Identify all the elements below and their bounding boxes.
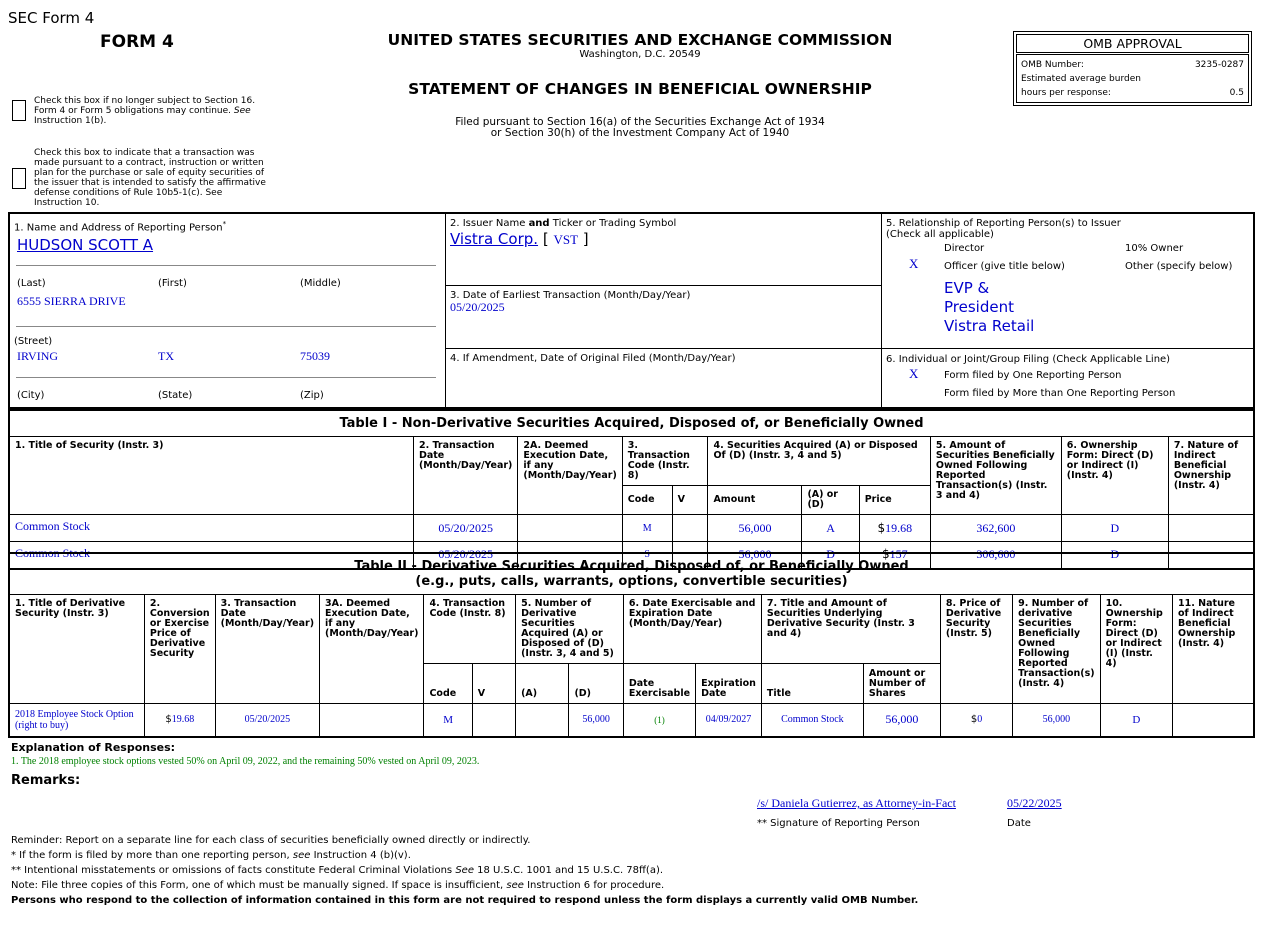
date-label: Date bbox=[1007, 818, 1031, 829]
omb-details: OMB Number: 3235-0287 Estimated average burden hours per response: 0.5 bbox=[1016, 54, 1249, 103]
omb-hours: 0.5 bbox=[1229, 88, 1244, 98]
ticker-symbol: VST bbox=[553, 232, 579, 247]
earliest-date-value: 05/20/2025 bbox=[450, 300, 505, 314]
filing-check-mark: X bbox=[909, 366, 919, 381]
officer-title: EVP & President Vistra Retail bbox=[944, 279, 1035, 335]
filed-pursuant: Filed pursuant to Section 16(a) of the Securities Exchange Act of 1934 or Section 30(h) of the Investment Company Act of 1940 bbox=[455, 116, 825, 139]
zip-value: 75039 bbox=[300, 349, 330, 363]
table-1-title: Table I - Non-Derivative Securities Acquired, Disposed of, or Beneficially Owned bbox=[9, 410, 1254, 437]
amendment-label: 4. If Amendment, Date of Original Filed (Month/Day/Year) bbox=[450, 353, 736, 364]
sec-form-label: SEC Form 4 bbox=[8, 9, 95, 27]
table-row: Common Stock 05/20/2025 S 56,000 D $157 306,600 D bbox=[9, 542, 1254, 569]
filing-label: 6. Individual or Joint/Group Filing (Check Applicable Line) bbox=[886, 354, 1171, 365]
section16-text: Check this box if no longer subject to Section 16. Form 4 or Form 5 obligations may continue. See Instruction 1(b). bbox=[34, 96, 256, 126]
earliest-date-label: 3. Date of Earliest Transaction (Month/Day/Year) bbox=[450, 290, 691, 301]
section16-checkbox[interactable] bbox=[12, 100, 26, 121]
rule10b5-text: Check this box to indicate that a transaction was made pursuant to a contract, instruction or written plan for the purchase or sale of equity securities of the issuer that is intended to satisfy the affirmative defense conditions of Rule 10b5-1(c). See Instruction 10. bbox=[34, 148, 266, 208]
footnote-1: 1. The 2018 employee stock options vested 50% on April 09, 2022, and the remaining 50% vested on April 09, 2023. bbox=[11, 756, 480, 767]
table-row: Common Stock 05/20/2025 M 56,000 A $19.68 362,600 D bbox=[9, 515, 1254, 542]
rule10b5-checkbox[interactable] bbox=[12, 168, 26, 189]
agency-name: UNITED STATES SECURITIES AND EXCHANGE COMMISSION bbox=[387, 31, 893, 49]
relationship-label: 5. Relationship of Reporting Person(s) to Issuer (Check all applicable) bbox=[886, 218, 1121, 240]
state-value: TX bbox=[158, 349, 174, 363]
instructions: Reminder: Report on a separate line for each class of securities beneficially owned directly or indirectly. * If the form is filed by more than one reporting person, see Instruction 4 (b)(v). ** Intentional misstatements or omissions of facts constitute Federal Criminal Violations See 18 U.S.C. 1001 and 15 U.S.C. 78ff(a). Note: File three copies of this Form, one of which must be manually signed. If space is insufficient, see Instruction 6 for procedure. Persons who respond to the collection of information contained in this form are not required to respond unless the form displays a currently valid OMB Number. bbox=[11, 835, 919, 906]
officer-check-mark: X bbox=[909, 256, 919, 271]
signature-label: ** Signature of Reporting Person bbox=[757, 818, 920, 829]
table-2: Table II - Derivative Securities Acquired, Disposed of, or Beneficially Owned (e.g., puts, calls, warrants, options, convertible securities) 1. Title of Derivative Security (Instr. 3) 2. Conversion or Exercise Price of Derivative Security 3. Transaction Date (Month/Day/Year) 3A. Deemed Execution Date, if any (Month/Day/Year) 4. Transaction Code (Instr. 8) 5. Number of Derivative Securities Acquired (A) or Disposed of (D) (Instr. 3, 4 and 5) 6. Date Exercisable and Expiration Date (Month/Day/Year) 7. Title and Amount of Securities Underlying Derivative Security (Instr. 3 and 4) 8. Price of Derivative Security (Instr. 5) 9. Number of derivative Securities Beneficially Owned Following Reported Transaction(s) (Instr. 4) 10. Ownership Form: Direct (D) or Indirect (I) (Instr. 4) 11. Nature of Indirect Beneficial Ownership (Instr. 4) Code V (A) (D) Date Exercisable Expiration Date Title Amount or Number of Shares 2018 Employee Stock Option (right to buy) $19.68 05/20/2025 M 56,000 (1) 04/09/2027 Common Stock 56,000 $0 56,000 D bbox=[8, 552, 1255, 738]
issuer-line: Vistra Corp. [ VST ] bbox=[450, 230, 589, 248]
omb-title: OMB APPROVAL bbox=[1016, 34, 1249, 53]
reporting-person-name[interactable]: HUDSON SCOTT A bbox=[17, 236, 154, 254]
table-row: 2018 Employee Stock Option (right to buy) $19.68 05/20/2025 M 56,000 (1) 04/09/2027 Common Stock 56,000 $0 56,000 D bbox=[9, 704, 1254, 737]
footnote-ref: (1) bbox=[623, 704, 695, 737]
explanation-label: Explanation of Responses: bbox=[11, 741, 176, 754]
page-title: STATEMENT OF CHANGES IN BENEFICIAL OWNERSHIP bbox=[408, 80, 872, 98]
signature[interactable]: /s/ Daniela Gutierrez, as Attorney-in-Fact bbox=[757, 796, 956, 810]
table-2-title: Table II - Derivative Securities Acquired, Disposed of, or Beneficially Owned (e.g., puts, calls, warrants, options, convertible securities) bbox=[9, 553, 1254, 595]
issuer-label: 2. Issuer Name and Ticker or Trading Symbol bbox=[450, 218, 677, 229]
remarks-label: Remarks: bbox=[11, 773, 81, 788]
city-value: IRVING bbox=[17, 349, 59, 363]
omb-approval-box bbox=[1013, 31, 1252, 106]
reporting-person-label: 1. Name and Address of Reporting Person* bbox=[14, 220, 227, 234]
table-1: Table I - Non-Derivative Securities Acquired, Disposed of, or Beneficially Owned 1. Title of Security (Instr. 3) 2. Transaction Date (Month/Day/Year) 2A. Deemed Execution Date, if any (Month/Day/Year) 3. Transaction Code (Instr. 8) 4. Securities Acquired (A) or Disposed Of (D) (Instr. 3, 4 and 5) 5. Amount of Securities Beneficially Owned Following Reported Transaction(s) (Instr. 3 and 4) 6. Ownership Form: Direct (D) or Indirect (I) (Instr. 4) 7. Nature of Indirect Beneficial Ownership (Instr. 4) Code V Amount (A) or (D) Price Common Stock 05/20/2025 M 56,000 A $19.68 362,600 D Common Stock 05/20/2025 S 56,000 D $157 306,600 D bbox=[8, 409, 1255, 570]
street-value: 6555 SIERRA DRIVE bbox=[17, 294, 126, 308]
issuer-name-link[interactable]: Vistra Corp. bbox=[450, 230, 539, 248]
signature-date: 05/22/2025 bbox=[1007, 796, 1062, 810]
agency-city: Washington, D.C. 20549 bbox=[579, 49, 701, 60]
form-number: FORM 4 bbox=[100, 32, 174, 52]
omb-number: 3235-0287 bbox=[1194, 60, 1244, 70]
